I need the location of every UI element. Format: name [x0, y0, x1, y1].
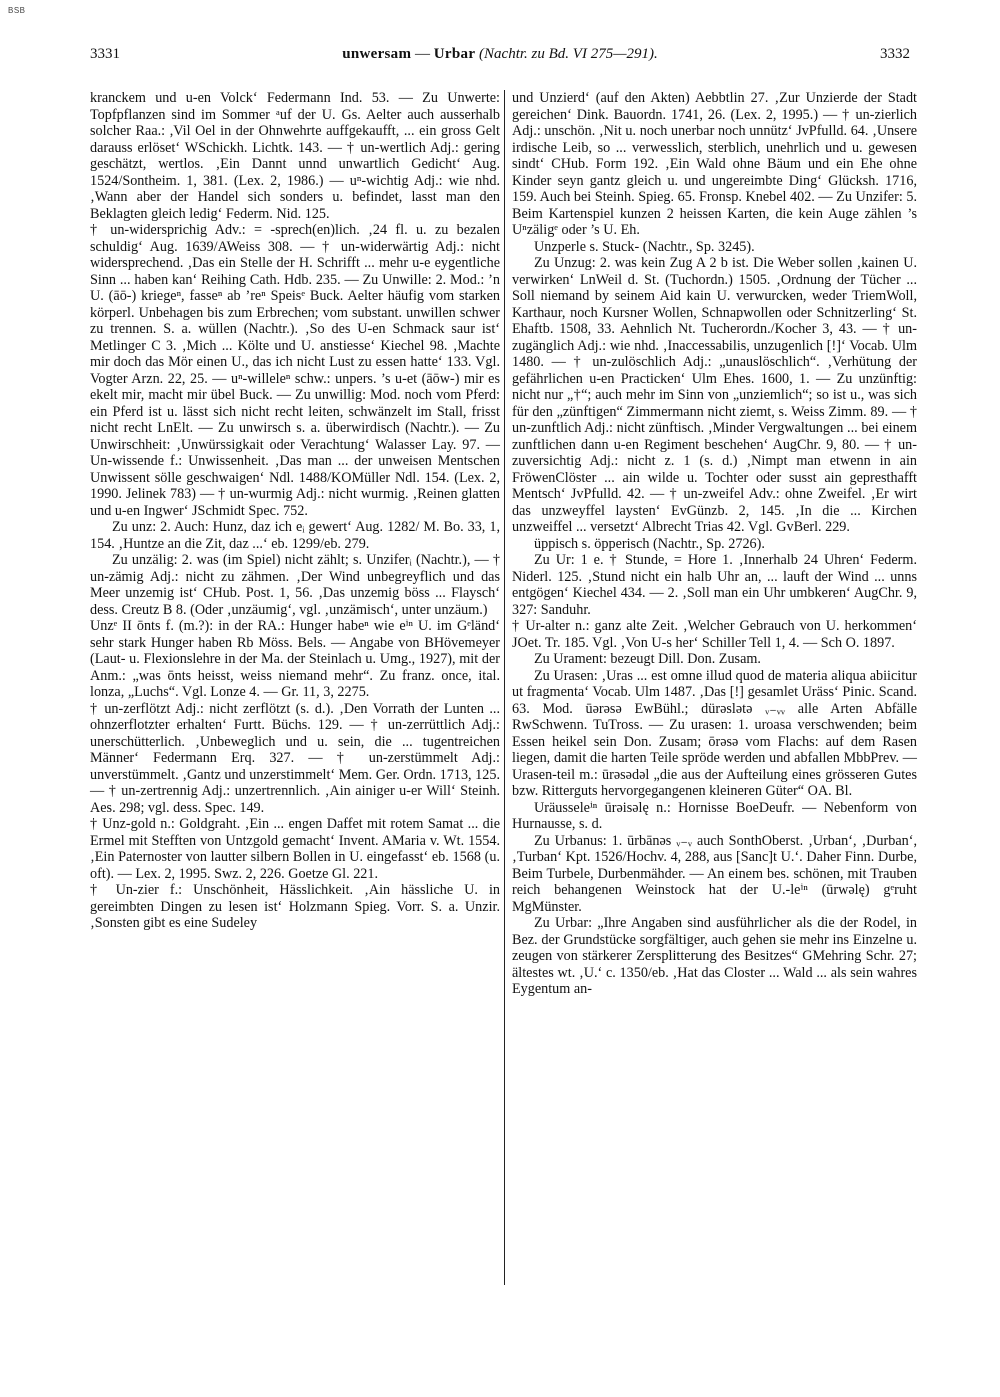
entry-paragraph: † Un-zier f.: Unschönheit, Hässlichkeit. ‚Ain hässliche U. in gereimbten Dingen zu lesen ist‘ Holzmann Spieg. Vorr. S. a. Unzir. ‚Sonsten gibt es eine Sudeley — [90, 882, 500, 931]
running-head-first-word: unwersam — [342, 46, 412, 62]
entry-paragraph: Uräusseleⁱⁿ ūrəisəlę n.: Hornisse BoeDeufr. — Nebenform von Hurnausse, s. d. — [512, 799, 917, 832]
running-head-dash: — — [415, 46, 431, 62]
entry-paragraph: Zu Urbar: „Ihre Angaben sind ausführlicher als die der Rodel, in Bez. der Grundstücke sorgfältiger, auch gehen sie mehr ins Einzelne u. zeugen von stärkerer Zersplitterung des Besitzes“ GMehring Schr. 27; ältestes wt. ‚U.‘ c. 1350/eb. ‚Hat das Closter ... Wald ... als sein wahres Eygentum an- — [512, 915, 917, 997]
entry-paragraph: Zu unzälig: 2. was (im Spiel) nicht zählt; s. Unziferᵢ (Nachtr.), — † un-zämig Adj.: nicht zu zähmen. ‚Der Wind unbegreyflich und das Meer unzemig ist‘ CHub. Post. 1, 56. ‚Das unzemig böss ... Flaysch‘ dess. Creutz B 8. (Oder ‚unzäumig‘, vgl. ‚unzämisch‘, unter unzäum.) — [90, 552, 500, 618]
entry-paragraph: Zu Urasen: ‚Uras ... est omne illud quod de materia aliqua abiicitur ut fragmenta‘ Vocab. Ulm 1487. ‚Das [!] gesamlet Uräss‘ Pinic. Scand. 63. Mod. ūərəsə EwBühl.; dürəslətə ᵥ₋ᵥᵥ alle Arten Abfälle RwSchwenn. TuTross. — Zu urasen: 1. uroasa verschwenden; beim Essen heikel sein Don. Zusam; ōrəsə vom Flachs: auf dem Rasen liegen, damit die harten Teile spröde werden und abfallen MbbPrev. — Urasen-teil m.: ūrəsədəl „die aus der Aufteilung eines grösseren Gutes bzw. Ritterguts hervorgegangenen kleineren Güter“ OA. Bl. — [512, 667, 917, 799]
entry-paragraph: † un-widersprichig Adv.: = -sprech(en)lich. ‚24 fl. u. zu bezalen schuldig‘ Aug. 1639/AWeiss 308. — † un-widerwärtig Adj.: nicht widersprechend. ‚Das ein Stelle der H. Schrifft ... mehr u-e eygentliche Sinn ... haben kan‘ Reihing Cath. Hdb. 235. — Zu Unwille: 2. Mod.: ’n U. (āō-) kriegeⁿ, fasseⁿ ab ’reⁿ Speisᵉ Buck. Aelter häufig vom starken körperl. Unbehagen bis zum Erbrechen; vom substant. unwillen schwer zu trennen. S. a. wüllen (Nachtr.). ‚So des U-en Schmack saur ist‘ Metlinger C 3. ‚Mich ... Költe und U. anstiesse‘ Kiechel 98. ‚Machte mir doch das Mör einen U., das ich nicht Lust zu essen hatte‘ 133. Vgl. Vogter Arzn. 22, 25. — uⁿ-willeleⁿ schw.: unpers. ’s u-et (āōw-) mir es ekelt mir, macht mir übel Buck. — Zu unwillig: Mod. noch vom Pferd: ein Pferd ist u. lässt sich nicht recht leiten, schwänzelt im Stall, frisst nicht recht LnElt. — Zu unwirsch s. a. überwirdisch (Nachtr.). — Zu Unwirschheit: ‚Unwürssigkait oder Verachtung‘ Walasser Lay. 97. — Un-wissende f.: Unwissenheit. ‚Das man ... der unweisen Mentschen Unwissent sölle geschwaigen‘ Ndl. 1488/KOMüller Ndl. 154. (Lex. 2, 1990. Jelinek 783) — † un-wurmig Adj.: nicht wurmig. ‚Reinen glatten und u-en Ingwer‘ JSchmidt Spec. 752. — [90, 222, 500, 519]
entry-paragraph: † un-zerflötzt Adj.: nicht zerflötzt (s. d.). ‚Den Vorrath der Lunten ... ohnzerflotzter erhalten‘ Furtt. Büchs. 129. — † un-zerrüttlich Adj.: unerschütterlich. ‚Unbeweglich und u. sein, die ... tugentreichen Männer‘ Federmann Erq. 327. — † un-zerstümmelt Adj.: unverstümmelt. ‚Gantz und unzerstimmelt‘ Mem. Ger. Ordn. 1713, 125. — † un-zertrennig Adj.: unzertrennlich. ‚Ain ainiger u-er Will‘ Steinh. Aes. 298; vgl. dess. Spec. 149. — [90, 700, 500, 816]
page-number-left: 3331 — [90, 46, 120, 62]
entry-paragraph: Zu Ur: 1 e. † Stunde, = Hore 1. ‚Innerhalb 24 Uhren‘ Federm. Niderl. 125. ‚Stund nicht ein halb Uhr an, ... lauft der Wind ... unns entgögen‘ Kiechel 434. — 2. ‚Soll man ein Uhr umbkeren‘ AugChr. 9, 327: Sanduhr. — [512, 552, 917, 618]
entry-paragraph: kranckem und u-en Volck‘ Federmann Ind. 53. — Zu Unwerte: Topfpflanzen sind im Sommer ᵃuf der U. Gs. Aelter auch ausserhalb solcher Raa.: ,Vil Oel in der Ohnwehrte auffgekaufft, ... ein gross Gelt darauss erlöset‘ WSchickh. Lichtk. 143. — † un-wertlich Adj.: gering geschätzt, wertlos. ‚Ein Dannt unnd unwartlich Gedicht‘ Aug. 1524/Sontheim. 1, 381. (Lex. 2, 1986.) — uⁿ-wichtig Adj.: wie nhd. ‚Wann aber der Handel sich sonders u. befindet, lasst man den Beklagten gleich ledig‘ Federm. Nid. 125. — [90, 90, 500, 222]
entry-paragraph: † Unz-gold n.: Goldgraht. ‚Ein ... engen Daffet mit rotem Samat ... die Ermel mit Stefften von Untzgold gemacht‘ Invent. AMaria v. Wt. 1554. ‚Ein Paternoster von lautter silbern Bollen in U. eingefasst‘ eb. 1568 (u. oft). — Lex. 2, 1995. Swz. 2, 226. Goetze Gl. 221. — [90, 816, 500, 882]
entry-paragraph: Unzperle s. Stuck- (Nachtr., Sp. 3245). — [534, 238, 755, 255]
running-head-reference: (Nachtr. zu Bd. VI 275—291). — [479, 46, 658, 62]
running-head — [90, 46, 910, 63]
library-stamp: BSB — [8, 6, 26, 15]
right-column — [512, 90, 917, 998]
column-divider — [504, 90, 505, 1285]
page-number-right: 3332 — [880, 46, 910, 62]
page-header — [90, 46, 910, 74]
left-column — [90, 90, 500, 932]
entry-paragraph: und Unzierd‘ (auf den Akten) Aebbtlin 27. ‚Zur Unzierde der Stadt gereichen‘ Dink. Bauordn. 1741, 26. (Lex. 2, 1995.) — † un-zierlich Adj.: unschön. ‚Nit u. noch unerbar noch unnütz‘ JvPfulld. 64. ‚Unsere irdische Leib, so ... verwesslich, sterblich, unehrlich und u. gewesen sindt‘ CHub. Form 192. ‚Ein Wald ohne Bäum und ein Ehe ohne Kinder seyn gantz gleich u. und ungereimbte Ding‘ Glücksh. 1716, 159. Auch bei Steinh. Spieg. 65. Fronsp. Knebel 402. — Zu Unzifer: 5. Beim Kartenspiel kunzen 2 heissen Karten, die kein Auge zählen ’s Uⁿzäligᵉ oder ’s U. Eh. — [512, 90, 917, 238]
entry-paragraph: Zu unz: 2. Auch: Hunz, daz ich eᵢ gewert‘ Aug. 1282/ M. Bo. 33, 1, 154. ‚Huntze an die Zit, daz ...‘ eb. 1299/eb. 279. — [90, 519, 500, 552]
running-head-last-word: Urbar — [433, 46, 476, 62]
entry-paragraph: üppisch s. öpperisch (Nachtr., Sp. 2726). — [534, 535, 765, 552]
entry-paragraph: Unzᵉ II ōnts f. (m.?): in der RA.: Hunger habeⁿ wie eⁱⁿ U. im Gᵉländ‘ sehr stark Hunger haben Rb Möss. Bels. — Angabe von BHövemeyer (Laut- u. Flexionslehre in der Ma. der Steinlach u. Umg., 1927), mit der Anm.: „was ōnts heisst, weiss niemand mehr“. Zu franz. once, ital. lonza, „Luchs“. Vgl. Lonze 4. — Gr. 11, 3, 2275. — [90, 618, 500, 700]
entry-paragraph: † Ur-alter n.: ganz alte Zeit. ‚Welcher Gebrauch von U. herkommen‘ JOet. Tr. 185. Vgl. ‚Von U-s her‘ Schiller Tell 1, 4. — Sch O. 1897. — [512, 618, 917, 651]
entry-paragraph: Zu Urament: bezeugt Dill. Don. Zusam. — [534, 651, 761, 667]
entry-paragraph: Zu Unzug: 2. was kein Zug A 2 b ist. Die Weber sollen ‚kainen U. verwirken‘ LnWeil d. St. (Tuchordn.) 1505. ‚Ordnung der Tücher ... Soll niemand by seinem Aid kain U. verwurcken, weder TriemWoll, Karthaur, noch Kursner Wollen, Schnapwollen oder Schnitzerling‘ St. Ehaftb. 1508, 33. Aehnlich Nt. Tucherordn./Kocher 3, 43. — † un-zugänglich Adj.: wie nhd. ‚Inaccessabilis, unzugenlich [!]‘ Vocab. Ulm 1480. — † un-zulöschlich Adj.: „unauslöschlich“. ‚Verhütung der gefährlichen u-en Practicken‘ Ulm Ehes. 1600, 1. — Zu unzünftig: nicht nur „†“; auch mehr im Sinn von „unziemlich“; so ist u., was sich für den „zünftigen“ Zimmermann nicht ziemt, s. Weiss Zimm. 89. — † un-zunftlich Adj.: nicht zünftisch. ‚Minder Vergwaltungen ... bei einem zunftlichen dann u-en Regiment beschehen‘ AugChr. 9, 80. — † un-zuversichtig Adj.: nicht z. 1 (s. d.) ‚Nimpt man etwenn in ain FröwenClöster ... ain wilde u. Tochter oder susst ain gepresthafft Mentsch‘ JvPfulld. 42. — † un-zweifel Adv.: ohne Zweifel. ‚Er wirt das unzweyffel laysten‘ EvGünzb. 2, 145. ‚In die ... Kirchen unzweiffel ... versetzt‘ Albrecht Trias 42. Vgl. GvBerl. 229. — [512, 255, 917, 535]
entry-paragraph: Zu Urbanus: 1. ūrbānəs ᵥ₋ᵥ auch SonthOberst. ‚Urban‘, ‚Durban‘, ‚Turban‘ Kpt. 1526/Hochv. 4, 288, aus [Sanc]t U.‘. Daher Finn. Durbe, Beim Turbele, Durbenmähder. — An einem bes. schönen, mit Trauben reich behangenen Weinstock hat der U.-leⁱⁿ (ūrwəlę) gᵉruht MgMünster. — [512, 832, 917, 915]
